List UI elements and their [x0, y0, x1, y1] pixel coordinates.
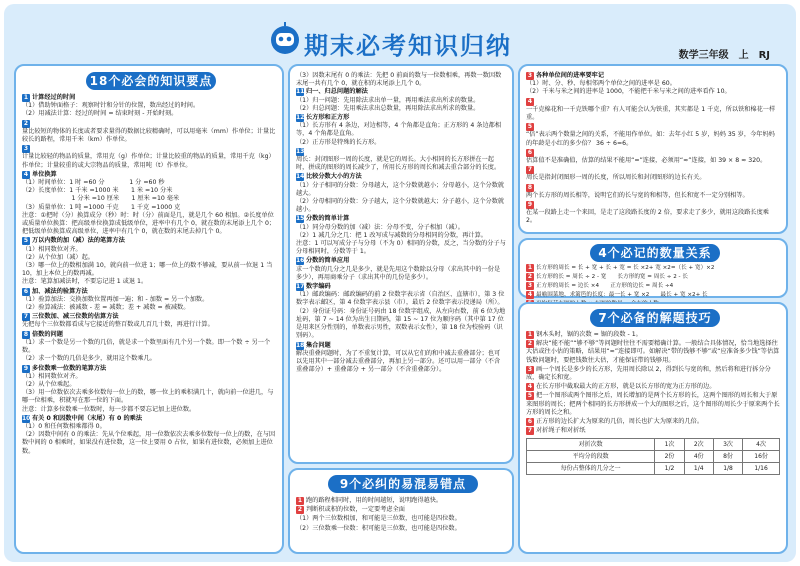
item-line: （1）相同数位对齐。	[22, 372, 82, 380]
item-line: （2）正方形是特殊的长方形。	[296, 138, 381, 146]
page-header	[0, 0, 800, 62]
table-cell: 2份	[655, 451, 684, 463]
list-item	[22, 237, 276, 286]
item-number: 3	[23, 145, 29, 153]
quantity-relations-panel	[518, 238, 788, 298]
item-number: 2	[527, 340, 533, 348]
item-number: 14	[296, 173, 305, 181]
knowledge-points-list-continued	[296, 72, 506, 375]
list-item	[296, 525, 506, 533]
item-line: （2）归总问题：先用乘法求出总数量，再用除法求出所求的数量。	[296, 104, 480, 112]
item-line: 注意：1 可以写成分子与分母（不为 0）相同的分数，反之，当分数的分子与分母相同时，分数等于 1。	[296, 240, 506, 256]
knowledge-points-banner: 18个必会的知识要点	[86, 72, 216, 90]
item-title: 单位换算	[32, 170, 57, 178]
table-cell: 1/2	[655, 463, 684, 475]
item-line: （1）长方形有 4 条边，对边相等，4 个角都是直角；正方形的 4 条边都相等，4 个角都是直角。	[296, 122, 502, 138]
item-number: 11	[296, 88, 305, 96]
list-item	[526, 291, 780, 299]
table-header-cell: 2次	[684, 439, 713, 451]
item-line: （2）用减法计算：经过的时间 = 结束时刻 - 开始时刻。	[22, 110, 178, 118]
table-row	[527, 451, 780, 463]
item-line: （2）1 减几分之几：把 1 改写成与减数的分母相同的分数，再计算。	[296, 231, 487, 239]
list-item	[296, 283, 506, 340]
list-item	[526, 149, 780, 165]
item-number: 8	[23, 330, 29, 338]
knowledge-points-list	[22, 94, 276, 457]
item-line: （1）邮政编码：邮政编码的前 2 位数字表示省（自治区、直辖市），第 3 位数字表示邮区，第 4 位数字表示县（市），最后 2 位数字表示投递局（所）。	[296, 291, 505, 307]
common-mistakes-panel	[288, 468, 514, 554]
item-number: 1	[297, 497, 303, 504]
item-line: （3）哪一位上的数相加满 10，就向前一位进 1；哪一位上的数不够减，要从前一位退 1 当 10，加上本位上的数再减。	[22, 262, 273, 278]
list-item	[22, 288, 276, 313]
item-line: 估算值不是准确值，估算的结果不能用“=”连接，必须用“≈”连接，如 39 × 8 ≈ 320。	[526, 157, 767, 165]
item-number: 5	[527, 123, 533, 131]
list-item	[526, 166, 780, 182]
list-item	[22, 94, 276, 119]
item-text: 最喻围菜地、求篱笆的长度：最一长 + 宽 ×2 最长 + 宽 ×2+ 长	[536, 292, 708, 298]
item-number: 16	[296, 257, 305, 265]
list-item	[296, 257, 506, 282]
list-item	[526, 392, 780, 417]
item-line: 计量比较轻的物品的质量，常用克（g）作单位；计量比较重的物品的质量，常用千克（kg）作单位；计量较重的或大宗物品的质量，常用吨（t）作单位。	[22, 153, 275, 169]
knowledge-points-panel	[14, 64, 284, 554]
item-line: 在某一段路上走一个来回，是走了这段路长度的 2 倍，要求走了多少，就用这段路长度乘 2。	[526, 209, 769, 225]
item-line: （1）验算加法：交换加数位置再加一遍；和 - 加数 = 另一个加数。	[22, 295, 209, 303]
list-item	[526, 331, 780, 339]
list-item	[526, 184, 780, 200]
item-line: （1）0 和任何数相乘都得 0。	[22, 422, 106, 430]
item-number: 7	[23, 313, 29, 321]
item-line: （3）质量单位：1 吨 =1000 千克 1 千克 =1000 克	[22, 203, 181, 211]
item-number: 3	[527, 72, 533, 79]
item-title: 分数的简单计算	[306, 215, 350, 223]
item-line: 求一个数的几分之几是多少，就是先用这个数除以分母（求出其中的一份是多少），再用商乘分子（求出其中的几份是多少）。	[296, 265, 501, 281]
table-cell: 每份占整体的几分之一	[527, 463, 655, 475]
item-number: 18	[296, 341, 305, 349]
table-row	[527, 463, 780, 475]
table-cell: 16份	[743, 451, 780, 463]
item-text: 判断积或积的位数，一定要考虑全面	[306, 506, 405, 514]
item-number: 4	[527, 383, 533, 391]
item-number: 4	[23, 170, 29, 178]
problem-solving-tips-banner: 7个必备的解题技巧	[590, 309, 720, 327]
common-mistakes-list-continued	[526, 72, 780, 227]
list-item	[296, 515, 506, 523]
item-number: 9	[527, 201, 533, 209]
item-text: 解决“能不能”“够不够”等问题时往往不需要精确计算。一般结合具体情况，恰当地选择往大估或往小估的策略，结果用“≈”连接即可。如解决“带的钱够不够”或“应准备多少钱”等估算钱数问题时，要把钱数往大估，才能保证带的钱够用。	[526, 340, 780, 364]
list-item	[296, 173, 506, 214]
list-item	[526, 340, 780, 365]
item-line: 周长是指封闭图形一周的长度，所以周长和封闭图形的边长有关。	[526, 174, 706, 182]
table-cell: 1/16	[743, 463, 780, 475]
quantity-relations-banner: 4个必记的数量关系	[590, 244, 720, 262]
list-item	[526, 366, 780, 382]
list-item	[526, 273, 780, 281]
item-line: （2）因数中间有 0 的乘法：先从个位乘起，用一位数依次去乘多位数每一位上的数，在与因数中间的 0 相乘时，如果没有进位数，这一位上要用 0 占位，如果有进位数，必须加上进位数。	[22, 431, 276, 455]
list-item	[296, 215, 506, 256]
item-line: （3）用一位数依次去乘多位数每一位上的数，哪一位上的乘积满几十，就向前一位进几，与哪一位相乘，积就写在那一位的下面。	[22, 389, 274, 405]
list-item	[526, 98, 780, 123]
list-item	[296, 342, 506, 375]
item-line: 先把每个三位数都看成与它接近的整百数或几百几十数，再进行计算。	[22, 321, 214, 329]
folding-table	[526, 438, 780, 475]
item-line: （1）借助钟面格子：观察时针和分针的位置，数出经过的时间。	[22, 102, 200, 110]
table-header-cell: 4次	[743, 439, 780, 451]
item-text: 把一个图形或两个图形之后，周长增加的是两个长方形的长，这两个图形的周长和大于原来图形的周长；把两个相同的长方形拼成一个大的图形之后，这个图形的周长少于原来两个长方形的周长之和。	[526, 392, 780, 416]
item-number: 4	[527, 97, 533, 105]
item-line: 注意：计算多位数乘一位数时，每一步都不要忘记加上进位数。	[22, 405, 196, 413]
list-item	[22, 415, 276, 456]
item-number: 1	[527, 331, 533, 338]
item-number: 4	[527, 291, 533, 298]
item-title: 多位数乘一位数的笔算方法	[32, 364, 107, 372]
item-text: 正方形的周长 = 边长 ×4 正方形的边长 = 周长 ÷4	[536, 283, 674, 289]
item-number: 12	[296, 114, 305, 122]
item-number: 17	[296, 283, 305, 291]
list-item	[22, 365, 276, 414]
item-number: 2	[23, 119, 29, 127]
item-line: （2）千米与米之间的进率是 1000，不能把千米与米之间的进率看作 10。	[526, 88, 731, 96]
item-number: 5	[23, 237, 29, 245]
item-title: 数字编码	[306, 283, 331, 291]
page-title: 期末必考知识归纳	[304, 32, 512, 60]
table-cell: 1/4	[684, 463, 713, 475]
item-number: 5	[527, 392, 533, 400]
table-header-cell: 3次	[713, 439, 742, 451]
list-item	[526, 72, 780, 97]
item-text: 长方形的长 = 周长 ÷ 2 - 宽 长方形的宽 = 周长 ÷ 2 - 长	[536, 274, 688, 280]
item-line: （1）求一个数是另一个数的几倍，就是求一个数里面有几个另一个数。即一个数 ÷ 另一个数。	[22, 338, 271, 355]
item-number: 9	[23, 364, 29, 372]
item-line: 一千克棉花和一千克铁哪个重？有人可能会认为铁重，其实都是 1 千克，所以铁和棉花一样重。	[526, 105, 776, 122]
table-header-cell: 1次	[655, 439, 684, 451]
item-line: 注意：①把时（分）换算成分（秒）时：时（分）前面是几，就是几个 60 相加。②长度单位或质量单位换算：把高级单位换算成低级单位，进率中有几个 0，就在数的末尾添上几个 0；把低级单位换算成高级单位，进率中有几个 0，就在数的末尾去掉几个 0。	[22, 211, 276, 236]
item-title: 万以内数的加（减）法的笔算方法	[32, 237, 125, 245]
item-title: 分数的简单应用	[306, 257, 350, 265]
item-line: 1 分米 =10 厘米 1 厘米 =10 毫米	[22, 195, 180, 203]
item-number: 3	[527, 365, 533, 373]
item-text: 正方形的边长扩大为原来的几倍，周长也扩大为原来的几倍。	[536, 418, 704, 426]
item-line: （1）归一问题：先用除法求出单一量，再用乘法求出所求的数量。	[296, 96, 480, 104]
list-item	[22, 331, 276, 364]
item-number: 3	[527, 282, 533, 289]
item-line: （1）时间单位：1 时 =60 分 1 分 =60 秒	[22, 179, 165, 187]
item-number: 2	[297, 506, 303, 514]
problem-solving-tips-panel	[518, 302, 788, 554]
table-cell: 平均分的段数	[527, 451, 655, 463]
item-line: （2）从个位加（减）起。	[22, 253, 94, 261]
item-line: （2）身份证号码：身份证号码由 18 位数字组成，从左向右数，前 6 位为地址码，第 7 ~ 14 位为出生日期码，第 15 ~ 17 位为顺序码（其中第 17 位是用来区分性别的，单数表示男性，双数表示女性），第 18 位为校验码（识别码）。	[296, 307, 506, 340]
item-text: 钢木头时，锯的次数 = 锯的段数 - 1。	[536, 331, 642, 338]
item-title: 加、减法的验算方法	[32, 287, 88, 295]
item-number: 10	[22, 414, 31, 422]
item-line: （2）求一个数的几倍是多少，就用这个数乘几。	[22, 355, 156, 363]
list-item	[22, 145, 276, 170]
common-mistakes-continued-panel	[518, 64, 788, 234]
item-number: 7	[527, 166, 533, 174]
item-number: 6	[527, 148, 533, 156]
common-mistakes-list	[296, 497, 506, 534]
item-line: 量比较短的物体的长度或者要求量得的数据比较精确时，可以用毫米（mm）作单位；计量比较长的路程，常用千米（km）作单位。	[22, 127, 276, 144]
item-line: （1）同分母分数的加（减）法：分母不变，分子相加（减）。	[296, 223, 464, 231]
item-title: 计算经过的时间	[32, 94, 76, 101]
item-title: 三位数加、减三位数的估算方法	[32, 313, 119, 321]
item-line: （1）时、分、秒、每相邻两个单位之间的进率是 60。	[526, 80, 676, 88]
item-line: 注意：笔算加减法时，不要忘记进 1 或退 1。	[22, 278, 148, 286]
item-line: （2）分母相同的分数：分子越大，这个分数就越大；分子越小，这个分数就越小。	[296, 198, 505, 214]
item-title: 有关 0 和因数中间（末尾）有 0 的乘法	[32, 414, 143, 422]
table-header-cell: 对折次数	[527, 439, 655, 451]
list-item	[22, 313, 276, 329]
list-item	[296, 88, 506, 113]
item-number: 1	[23, 94, 29, 101]
item-number: 1	[527, 264, 533, 271]
knowledge-points-continued-panel	[288, 64, 514, 464]
item-line: 解决重叠问题时，为了不重复计算，可以从它们的和中减去重叠部分；也可以先用其中一部分减去重叠部分，再加上另一部分。还可以用一部分（不含重叠部分）+ 重叠部分 + 另一部分（不含重叠部分）。	[296, 349, 501, 374]
item-text: （1）两个三位数相加，和可能是三位数，也可能是四位数。	[296, 515, 461, 523]
table-cell: 4份	[684, 451, 713, 463]
list-item	[296, 114, 506, 147]
item-title: 长方形和正方形	[306, 114, 350, 122]
list-item	[22, 120, 276, 145]
item-line: “倍”表示两个数量之间的关系，不能用作单位。如：去年小红 5 岁，妈妈 35 岁，今年妈妈的年龄是小红的多少倍？ 36 ÷ 6=6。	[526, 131, 775, 147]
item-text: 在长方形中截取最大的正方形，就是以长方形的宽为正方形的边。	[536, 383, 716, 391]
item-text: 长方形的周长 = 长 + 宽 + 长 + 宽 = 长 ×2+ 宽 ×2=（长 + 宽）×2	[536, 265, 715, 271]
item-number: 6	[527, 418, 533, 426]
item-title: 归一、归总问题的解法	[306, 88, 368, 96]
item-number: 7	[527, 427, 533, 435]
item-line: （3）因数末尾有 0 的乘法：先把 0 前面的数与一位数相乘，再数一数因数末尾一共有几个 0，就在积的末尾添上几个 0。	[296, 72, 502, 88]
item-number: 2	[527, 273, 533, 280]
item-text: 对折绳子和对折纸	[536, 427, 586, 435]
table-cell: 1/8	[713, 463, 742, 475]
item-text: 跑的路程相同时，用的时间越短，说明跑得越快。	[306, 497, 443, 504]
list-item	[296, 148, 506, 173]
common-mistakes-banner: 9个必纠的易混易错点	[328, 475, 478, 493]
item-line: 两个长方形的周长相等，说明它们的长与宽的和相等，但长和宽不一定分别相等。	[526, 191, 749, 199]
item-line: 周长：封闭图形一周的长度，就是它的周长。大小相同的长方形拼在一起时，拼成的图形的周长减少了，所用长方形的周长和减去重合部分的长度。	[296, 156, 501, 172]
item-number: 6	[23, 287, 29, 295]
list-item	[22, 171, 276, 237]
list-item	[296, 506, 506, 514]
item-line: （2）从个位乘起。	[22, 380, 76, 388]
item-number: 13	[296, 147, 305, 155]
item-number: 8	[527, 183, 533, 191]
item-number: 15	[296, 215, 305, 223]
item-title: 比较分数大小的方法	[306, 173, 362, 181]
list-item	[296, 497, 506, 505]
table-cell: 8份	[713, 451, 742, 463]
subject-label: 数学三年级 上 RJ	[678, 50, 770, 61]
list-item	[526, 201, 780, 226]
list-item	[526, 383, 780, 391]
list-item	[526, 123, 780, 148]
list-item	[526, 418, 780, 426]
robot-mascot-icon	[268, 22, 302, 56]
list-item	[526, 264, 780, 272]
item-title: 集合问题	[306, 341, 331, 349]
item-line: （2）长度单位：1 千米 =1000 米 1 米 =10 分米	[22, 187, 173, 195]
item-title: 各种单位间的进率要牢记	[536, 72, 605, 79]
list-item	[526, 427, 780, 435]
item-line: （1）分子相同的分数：分母越大，这个分数就越小；分母越小，这个分数就越大。	[296, 181, 505, 197]
item-text: （2）三位数乘一位数：积可能是三位数，也可能是四位数。	[296, 524, 461, 532]
list-item	[526, 282, 780, 290]
item-title: 倍数的问题	[32, 330, 63, 338]
item-line: （2）验算减法：被减数 - 差 = 减数；差 + 减数 = 被减数。	[22, 304, 190, 312]
problem-solving-tips-list	[526, 331, 780, 475]
item-text: 画一个周长是多少的长方形，先用周长除以 2，得到长与宽的和，然后将和进行拆分分成，确定长和宽。	[526, 365, 771, 382]
item-line: （1）相同数位对齐。	[22, 245, 82, 253]
